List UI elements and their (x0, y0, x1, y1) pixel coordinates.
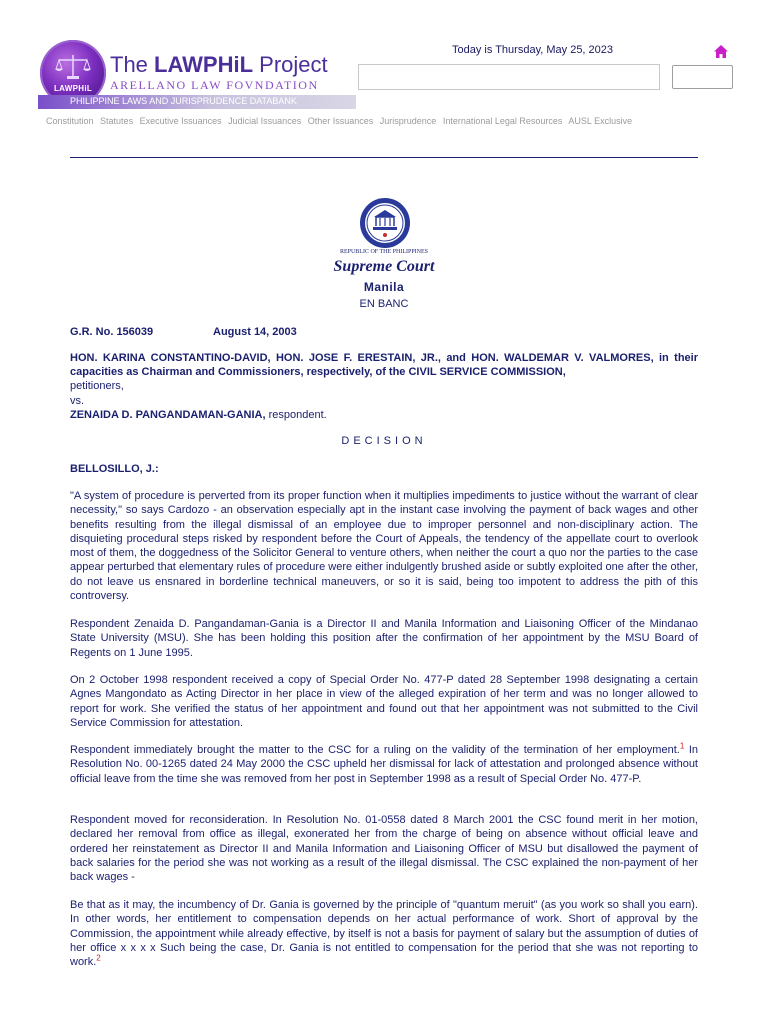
nav-item-ausl-exclusive[interactable]: AUSL Exclusive (568, 116, 633, 126)
brand-suffix: Project (253, 52, 328, 77)
header-divider (70, 157, 698, 158)
versus-label: vs. (70, 395, 85, 407)
division-label: EN BANC (359, 298, 409, 310)
body-paragraph-3: On 2 October 1998 respondent received a copy of Special Order No. 477-P dated 28 September 1998 designating a certain Agnes Mangondato as Acting Director in her place in view of the alleged expiration of her term and was no longer allowed to report for work. She verified the status of her appointment and found out that her appointment was not submitted to the Civil Service Commission for attestation. (70, 674, 698, 729)
court-name: Supreme Court (333, 258, 435, 275)
respondent-name: ZENAIDA D. PANGANDAMAN-GANIA, (70, 409, 266, 421)
home-icon[interactable] (713, 44, 729, 60)
scales-of-justice-icon (54, 52, 92, 82)
footnote-link-1[interactable]: 1 (679, 741, 685, 751)
nav-item-international-legal-resources[interactable]: International Legal Resources (442, 116, 563, 126)
brand-title[interactable] (110, 52, 328, 78)
footnote-link-2[interactable]: 2 (96, 953, 101, 963)
block-quote (70, 898, 698, 969)
petitioners-names: HON. KARINA CONSTANTINO-DAVID, HON. JOSE F. ERESTAIN, JR., and HON. WALDEMAR V. VALMORES, in their capacities as Chairman and Commissioners, respectively, of the CIVIL SERVICE COMMISSION, (70, 352, 698, 379)
nav-item-executive-issuances[interactable]: Executive Issuances (139, 116, 222, 126)
nav-item-constitution[interactable]: Constitution (46, 116, 94, 126)
ponente: BELLOSILLO, J.: (70, 463, 159, 475)
today-date: Today is Thursday, May 25, 2023 (452, 44, 614, 56)
respondent-line (70, 408, 698, 422)
body-paragraph-4 (70, 743, 698, 786)
paragraph-4-text-a: Respondent immediately brought the matter to the CSC for a ruling on the validity of the termination of her employment. (70, 744, 680, 756)
nav-item-other-issuances[interactable]: Other Issuances (307, 116, 374, 126)
body-paragraph-5: Respondent moved for reconsideration. In Resolution No. 01-0558 dated 8 March 2001 the CSC found merit in her motion, declared her removal from office as illegal, exonerated her from the charge of being on absence without official leave and ordered her reinstatement as Director II and Manila Information and Liaisoning Officer of MSU but disallowed the payment of back salaries for the period she was not working as a result of the illegal dismissal. The CSC explained the non-payment of her back wages - (70, 814, 698, 884)
decision-title: DECISION (341, 435, 427, 447)
logo-text: LAWPHiL (53, 84, 93, 93)
case-date: August 14, 2003 (213, 326, 297, 338)
court-city: Manila (363, 280, 405, 294)
search-button[interactable] (672, 65, 733, 89)
case-header (70, 325, 698, 339)
foundation-name: ARELLANO LAW FOVNDATION (110, 78, 319, 92)
body-paragraph-2: Respondent Zenaida D. Pangandaman-Gania is a Director II and Manila Information and Liaisoning Officer of the Mindanao State University (MSU). She has been holding this position after the confirmation of her appointment by the MSU Board of Regents on 1 June 1995. (70, 618, 698, 659)
nav-item-judicial-issuances[interactable]: Judicial Issuances (228, 116, 302, 126)
paragraph-4-text-b: In Resolution No. 00-1265 dated 24 May 2000 the CSC upheld her dismissal for lack of attestation and prolonged absence without official leave from the time she was removed from her post in September 1998 as a result of Special Order No. 477-P. (70, 744, 698, 785)
search-input[interactable] (358, 64, 660, 90)
case-number: G.R. No. 156039 (70, 326, 154, 338)
petitioners-label: petitioners, (70, 380, 124, 392)
respondent-label: respondent. (265, 409, 327, 421)
supreme-court-seal (359, 197, 411, 249)
site-header (0, 0, 768, 140)
tagline: PHILIPPINE LAWS AND JURISPRUDENCE DATABANK (70, 96, 297, 106)
nav-item-statutes[interactable]: Statutes (100, 116, 134, 126)
republic-label: REPUBLIC OF THE PHILIPPINES (339, 249, 429, 255)
body-paragraph-1: "A system of procedure is perverted from its proper function when it multiplies impediments to justice without the warrant of clear necessity," so says Cardozo - an observation especially apt in the instant case involving the payment of back wages and other benefits resulting from the illegal dismissal of an employee due to improper personnel and non-disciplinary action. The disquieting procedural steps risked by respondent before the Court of Appeals, the tendency of the appellate court to overlook most of them, the doggedness of the Solicitor General to venture others, when neither the court a quo nor the parties to the case appear perturbed that elementary rules of procedure were either indulgently brushed aside or subtly exploited one after the other, do not leave us ensnared in borderline technical maneuvers, or so it is said, being too impotent to address the pith of this controversy. (70, 490, 698, 603)
brand-name: LAWPHiL (154, 52, 254, 77)
main-nav (46, 116, 636, 126)
brand-prefix: The (110, 52, 155, 77)
nav-item-jurisprudence[interactable]: Jurisprudence (379, 116, 437, 126)
quote-text: Be that as it may, the incumbency of Dr. Gania is governed by the principle of "quantum meruit" (as you work so shall you earn). In other words, her entitlement to compensation depends on her actual performance of work. Short of approval by the Commission, the appointment while already effective, by itself is not a basis for payment of salary but the assumption of duties of her office x x x x Such being the case, Dr. Gania is not entitled to compensation for the period that she was not reporting to work. (70, 899, 698, 969)
